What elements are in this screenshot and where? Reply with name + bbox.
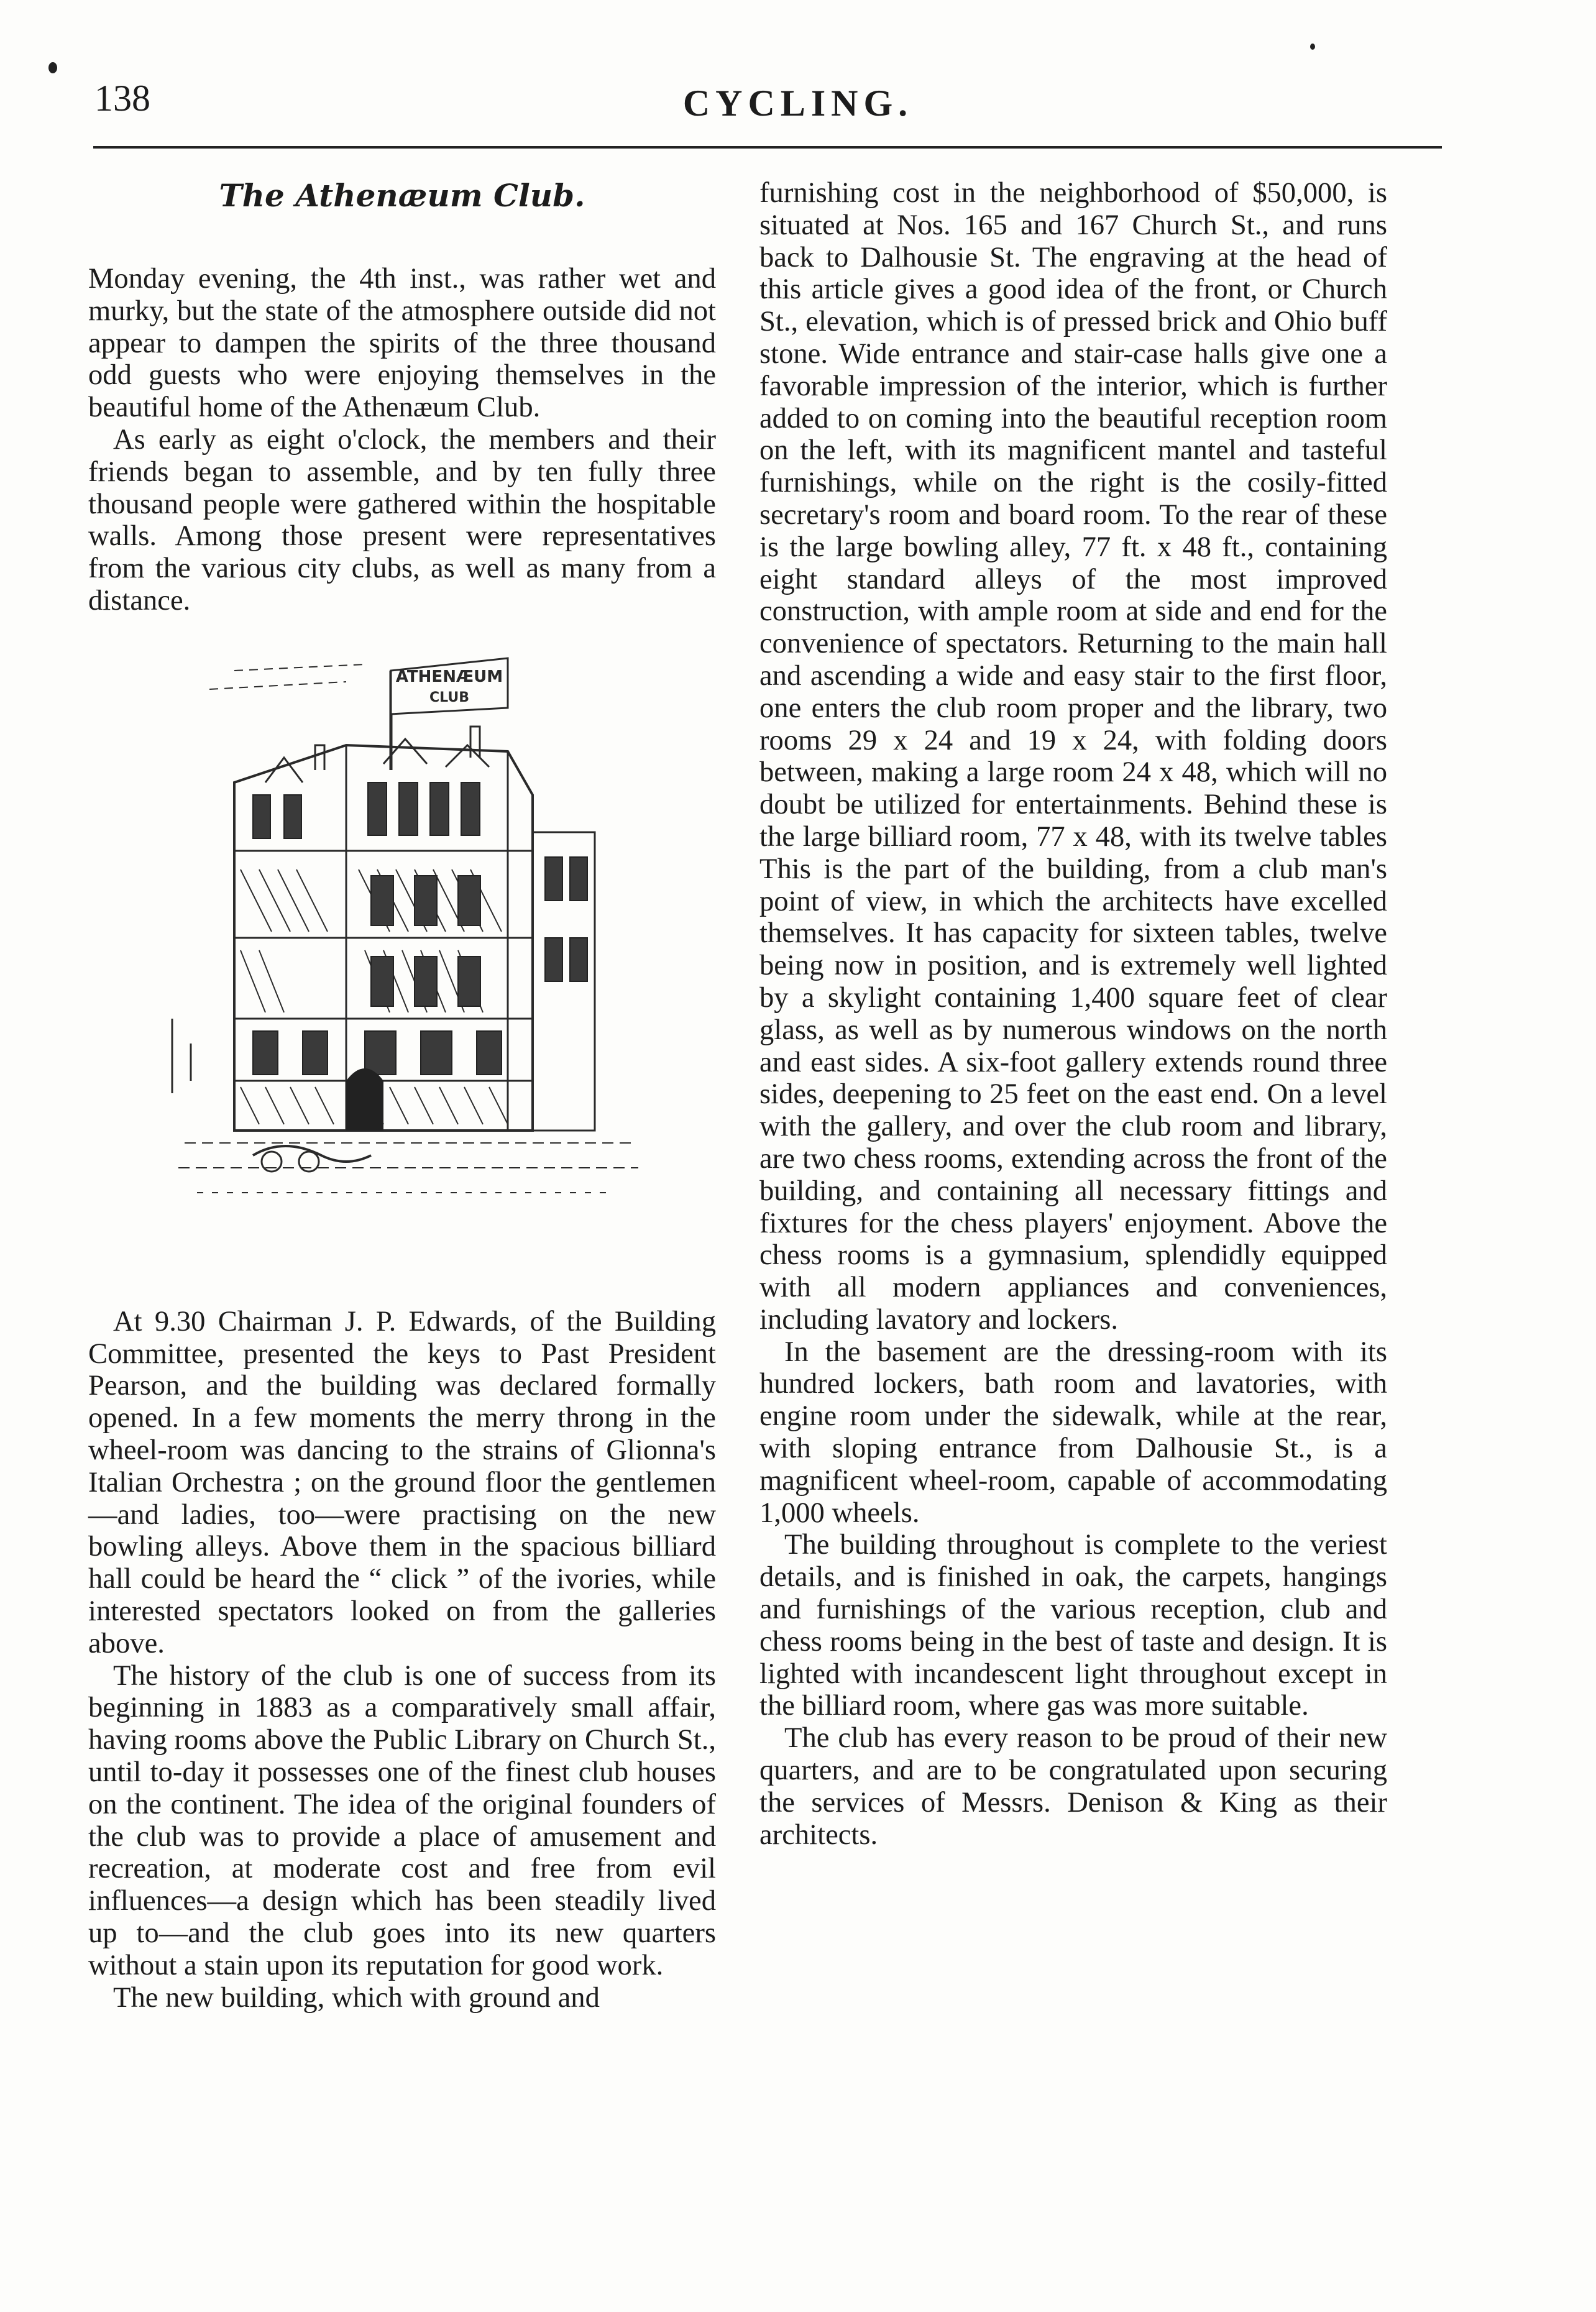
page-number: 138	[94, 78, 150, 119]
paragraph: The club has every reason to be proud of their new quarters, and are to be congratulated upon securing the services of Messrs. Denison & King as their architects.	[759, 1722, 1387, 1851]
paragraph: The new building, which with ground and	[113, 1981, 600, 2014]
flag-text-line1: ATHENÆUM	[395, 667, 503, 686]
paragraph: furnishing cost in the neighborhood of $50,000, is situated at Nos. 165 and 167 Church St., and runs back to Dalhousie St. The engraving at the head of this article gives a good idea of the front, or Church St., elevation, which is of pressed brick and Ohio buff stone. Wide entrance and stair-case halls give one a favorable impression of the interior, which is further added to on coming into the beautiful reception room on the left, with its magnificent mantel and tasteful furnishings, while on the right is the cosily-fitted secretary's room and board room. To the rear of these is the large bowling alley, 77 ft. x 48 ft., containing eight standard alleys of the most improved construction, with ample room at side and end for the convenience of spectators. Returning to the main hall and ascending a wide and easy stair to the first floor, one enters the club room proper and the library, two rooms 29 x 24 and 19 x 24, with folding doors between, making a large room 24 x 48, which will no doubt be utilized for entertainments. Behind these is the large billiard room, 77 x 48, with its twelve tables This is the part of the building, from a club man's point of view, in which the architects have excelled themselves. It has capacity for sixteen tables, twelve being now in position, and is extremely well lighted by a skylight containing 1,400 square feet of clear glass, as well as by numerous windows on the north and east sides. A six-foot gallery extends round three sides, deepening to 25 feet on the east end. On a level with the gallery, and over the club room and library, are two chess rooms, extending across the front of the building, and containing all necessary fittings and fixtures for the chess players' enjoyment. Above the chess rooms is a gymnasium, splendidly equipped with all modern appliances and conveniences, including lavatory and lockers.	[759, 177, 1387, 1336]
right-column	[759, 177, 1387, 1851]
club-building-engraving	[160, 646, 644, 1273]
header-rule	[93, 146, 1442, 149]
paragraph: The history of the club is one of success from its beginning in 1883 as a comparatively small affair, having rooms above the Public Library on Church St., until to-day it possesses one of the finest club houses on the continent. The idea of the original founders of the club was to provide a place of amusement and recreation, at moderate cost and free from evil influences—a design which has been steadily lived up to—and the club goes into its new quarters without a stain upon its reputation for good work.	[88, 1659, 716, 1981]
paragraph: At 9.30 Chairman J. P. Edwards, of the Building Committee, presented the keys to Past President Pearson, and the building was declared formally opened. In a few moments the merry throng in the wheel-room was dancing to the strains of Glionna's Italian Orchestra ; on the ground floor the gentlemen—and ladies, too—were practising on the new bowling alleys. Above them in the spacious billiard hall could be heard the “ click ” of the ivories, while interested spectators looked on from the galleries above.	[88, 1305, 716, 1659]
ink-speck	[1310, 44, 1315, 50]
paragraph: The building throughout is complete to the veriest details, and is finished in oak, the carpets, hangings and furnishings of the various reception, club and chess rooms being in the best of taste and design. It is lighted with incandescent light throughout except in the billiard room, where gas was more suitable.	[759, 1528, 1387, 1722]
page-header	[0, 0, 1596, 162]
ink-speck	[48, 62, 57, 73]
flag-text-line2: CLUB	[429, 689, 470, 705]
running-title: CYCLING.	[682, 83, 914, 124]
paragraph: Monday evening, the 4th inst., was rather wet and murky, but the state of the atmosphere outside did not appear to dampen the spirits of the three thousand odd guests who were enjoying themselves in the beautiful home of the Athenæum Club.	[88, 262, 716, 424]
paragraph: As early as eight o'clock, the members and their friends began to assemble, and by ten fully three thousand people were gathered within the hospitable walls. Among those present were representatives from the various city clubs, as well as many from a distance.	[88, 423, 716, 617]
building-illustration	[88, 646, 716, 1273]
left-column	[88, 177, 716, 2014]
article-title: The Athenæum Club.	[219, 177, 585, 214]
paragraph: In the basement are the dressing-room with its hundred lockers, bath room and lavatories, with engine room under the sidewalk, while at the rear, with sloping entrance from Dalhousie St., is a magnificent wheel-room, capable of accommodating 1,000 wheels.	[759, 1335, 1387, 1529]
